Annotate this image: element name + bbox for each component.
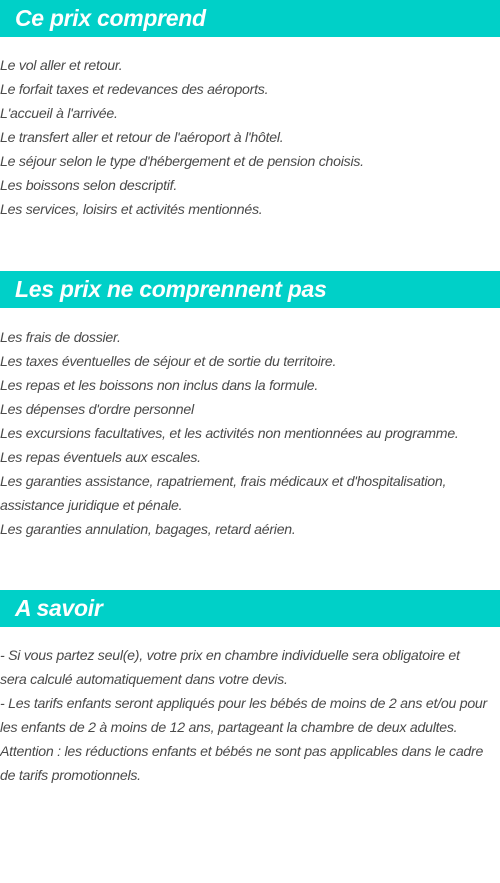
info-line: les enfants de 2 à moins de 12 ans, partageant la chambre de deux adultes. [0, 719, 458, 735]
list-item: Les garanties assistance, rapatriement, frais médicaux et d'hospitalisation, [0, 473, 447, 489]
list-item: Les taxes éventuelles de séjour et de sortie du territoire. [0, 353, 337, 369]
list-item: Les garanties annulation, bagages, retard aérien. [0, 521, 296, 537]
info-section [0, 590, 500, 787]
info-line: de tarifs promotionnels. [0, 767, 141, 783]
list-item: Les frais de dossier. [0, 329, 121, 345]
excluded-title: Les prix ne comprennent pas [15, 276, 327, 302]
list-item: assistance juridique et pénale. [0, 497, 183, 513]
list-item: Le séjour selon le type d'hébergement et de pension choisis. [0, 153, 364, 169]
list-item: Les excursions facultatives, et les activités non mentionnées au programme. [0, 425, 459, 441]
excluded-header [0, 271, 500, 308]
info-list [0, 643, 500, 787]
included-header [0, 0, 500, 37]
list-item: Les dépenses d'ordre personnel [0, 401, 194, 417]
list-item: Le vol aller et retour. [0, 57, 123, 73]
info-line: - Les tarifs enfants seront appliqués pour les bébés de moins de 2 ans et/ou pour [0, 695, 487, 711]
list-item: Les repas éventuels aux escales. [0, 449, 201, 465]
info-title: A savoir [15, 595, 103, 621]
list-item: Le transfert aller et retour de l'aéroport à l'hôtel. [0, 129, 284, 145]
info-line: sera calculé automatiquement dans votre devis. [0, 671, 288, 687]
excluded-list [0, 325, 500, 541]
list-item: Les repas et les boissons non inclus dans la formule. [0, 377, 319, 393]
info-line: - Si vous partez seul(e), votre prix en chambre individuelle sera obligatoire et [0, 647, 460, 663]
info-line: Attention : les réductions enfants et bébés ne sont pas applicables dans le cadre [0, 743, 484, 759]
excluded-section [0, 271, 500, 541]
info-header [0, 590, 500, 627]
included-section [0, 0, 500, 221]
included-title: Ce prix comprend [15, 5, 206, 31]
included-list [0, 53, 500, 221]
list-item: Le forfait taxes et redevances des aéroports. [0, 81, 269, 97]
list-item: L'accueil à l'arrivée. [0, 105, 118, 121]
list-item: Les services, loisirs et activités mentionnés. [0, 201, 263, 217]
list-item: Les boissons selon descriptif. [0, 177, 178, 193]
